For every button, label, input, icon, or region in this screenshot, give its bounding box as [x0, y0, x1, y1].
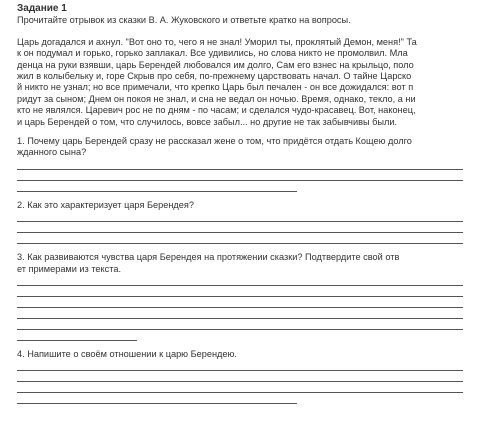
question-text: ет примерами из текста.	[17, 263, 122, 274]
answer-line[interactable]	[17, 180, 463, 181]
answer-line[interactable]	[17, 370, 463, 371]
passage-line: й никто не узнал; но все примечали, что крепко Царь был печален - он все дожидался: вот п	[17, 82, 414, 93]
answer-line[interactable]	[17, 403, 297, 404]
answer-line[interactable]	[17, 191, 297, 192]
passage-line: к он подумал и горько, горько заплакал. Все удивились, но слова никто не промолвил. Мла	[17, 48, 408, 59]
passage-line: ридут за сыном; Днем он покоя не знал, и сна не ведал он ночью. Время, однако, текло, а ни	[17, 93, 416, 104]
question-block-1	[17, 136, 464, 192]
answer-line[interactable]	[17, 392, 463, 393]
answer-line[interactable]	[17, 318, 463, 319]
question-text: 2. Как это характеризует царя Берендея?	[17, 199, 194, 210]
story-passage	[17, 37, 464, 128]
task-instruction: Прочитайте отрывок из сказки В. А. Жуковского и ответьте кратко на вопросы.	[17, 15, 351, 26]
question-block-4	[17, 349, 464, 404]
question-text: 3. Как развиваются чувства царя Берендея на протяжении сказки? Подтвердите свой отв	[17, 252, 400, 263]
answer-line[interactable]	[17, 329, 463, 330]
answer-line[interactable]	[17, 307, 463, 308]
passage-line: жил в колыбельку и, горе Скрыв про себя, по-прежнему царствовать начал. О тайне Царско	[17, 71, 412, 82]
answer-line[interactable]	[17, 381, 463, 382]
answer-line[interactable]	[17, 221, 463, 222]
answer-line[interactable]	[17, 340, 137, 341]
passage-line: кто не являлся. Царевич рос не по дням - по часам; и сделался чудо-красавец. Вот, наконец,	[17, 105, 416, 116]
answer-line[interactable]	[17, 296, 463, 297]
question-text: жданного сына?	[17, 147, 87, 158]
passage-line: денца на руки взявши, царь Берендей любовался им долго, Сам его взнес на крыльцо, поло	[17, 59, 414, 70]
answer-line[interactable]	[17, 243, 463, 244]
answer-line[interactable]	[17, 169, 463, 170]
passage-line: и царь Берендей о том, что случилось, вовсе забыл... но другие не так забывчивы были.	[17, 116, 398, 127]
task-title: Задание 1	[17, 3, 67, 14]
answer-line[interactable]	[17, 285, 463, 286]
passage-line: Царь догадался и ахнул. "Вот оно то, чего я не знал! Уморил ты, проклятый Демон, меня!" Та	[17, 36, 417, 47]
question-text: 1. Почему царь Берендей сразу не рассказал жене о том, что придётся отдать Кощею долго	[17, 136, 412, 147]
question-text: 4. Напишите о своём отношении к царю Берендею.	[17, 349, 237, 360]
answer-line[interactable]	[17, 232, 463, 233]
questions-list	[17, 136, 464, 404]
question-block-3	[17, 252, 464, 341]
question-block-2	[17, 200, 464, 244]
